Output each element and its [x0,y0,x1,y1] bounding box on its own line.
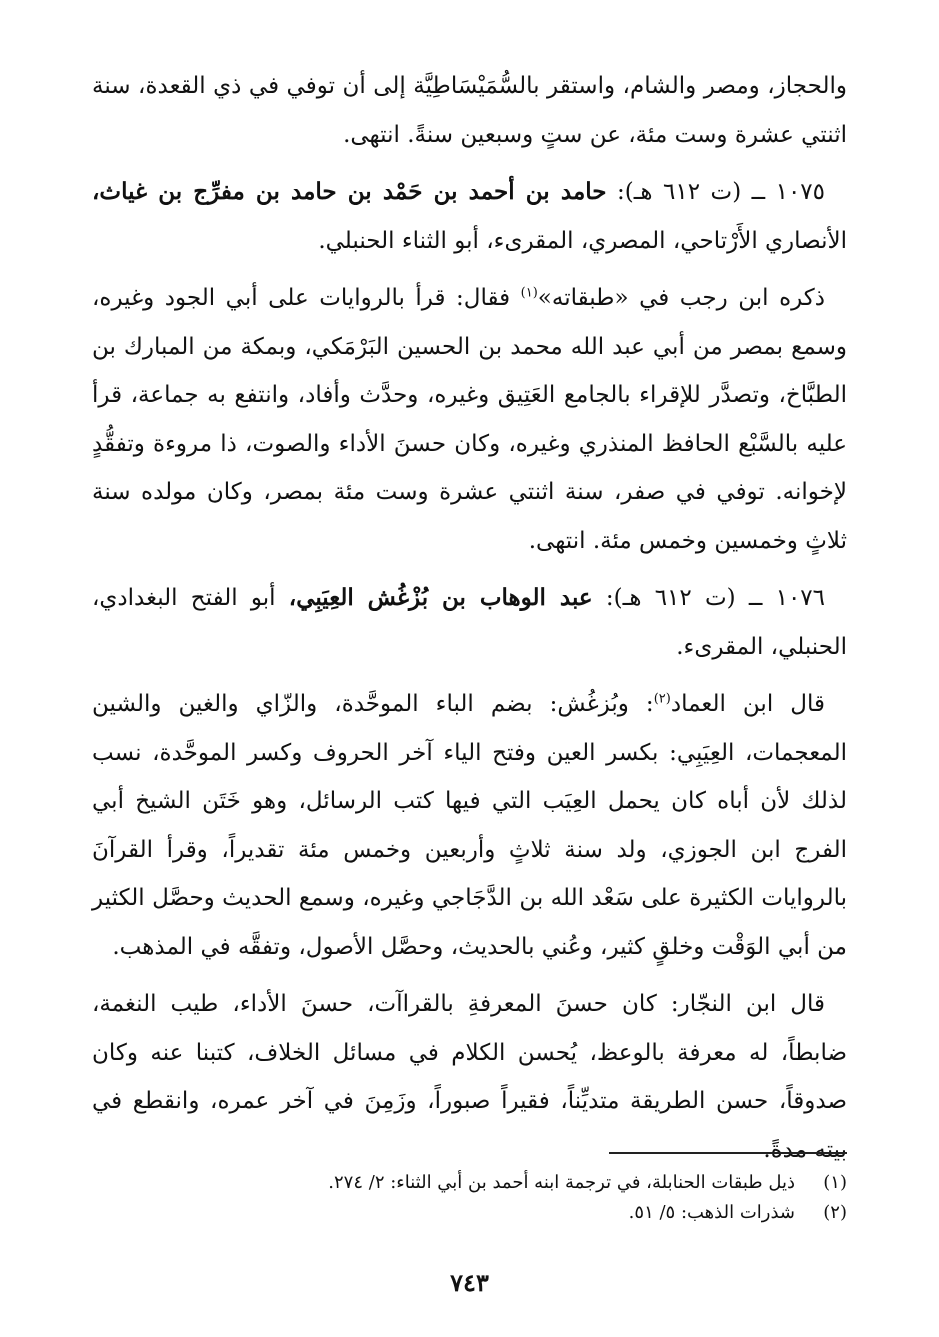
footnotes [92,1168,847,1228]
entry-number: ١٠٧٦ [775,585,826,611]
paragraph-text: ذكره ابن رجب في «طبقاته» [537,285,825,311]
entry-description: أبو الفتح البغدادي، الحنبلي، المقرىء. [92,585,847,660]
footnote-ref-1: (١) [520,285,538,301]
entry-date: ــ (ت ٦١٢ هـ): [616,179,766,205]
footnote-1 [92,1168,847,1198]
footnote-2 [92,1198,847,1228]
page-number: ٧٤٣ [450,1268,489,1297]
footnote-ref-2: (٢) [653,691,671,707]
paragraph-continuation: والحجاز، ومصر والشام، واستقر بالسُّمَيْسَاطِيَّة إلى أن توفي في ذي القعدة، سنة اثنتي عشرة وست مئة، عن ستٍ وسبعين سنةً. انتهى. [92,73,847,148]
paragraph-ibn-rajab [92,274,847,565]
body-text [92,62,847,1174]
paragraph-text: فقال: قرأ بالروايات على أبي الجود وغيره، وسمع بمصر من أبي عبد الله محمد بن الحسين البَرْمَكي، وبمكة من المبارك بن الطبَّاخ، وتصدَّر للإقراء بالجامع العَتِيق وغيره، وحدَّث وأفاد، وانتفع به جماعة، قرأ عليه بالسَّبْع الحافظ المنذري وغيره، وكان حسنَ الأداء والصوت، ذا مروءة وتفقُّدٍ لإخوانه. توفي في صفر، سنة اثنتي عشرة وست مئة بمصر، وكان مولده سنة ثلاثٍ وخمسين وخمس مئة. انتهى. [92,285,847,554]
footnote-number: (١) [823,1172,847,1193]
entry-name: حامد بن أحمد بن حَمْد بن حامد بن مفرِّج بن غياث، [92,178,607,205]
footnote-text: ذيل طبقات الحنابلة، في ترجمة ابنه أحمد بن أبي الثناء: ٢/ ٢٧٤. [328,1172,795,1193]
paragraph-ibn-al-najjar: قال ابن النجّار: كان حسنَ المعرفةِ بالقراآت، حسنَ الأداء، طيب النغمة، ضابطاً، له معرفة بالوعظ، يُحسن الكلام في مسائل الخلاف، كتبنا عنه وكان صدوقاً، حسن الطريقة متديِّناً، فقيراً صبوراً، وزَمِنَ في آخر عمره، وانقطع في بيته مدةً. [92,991,847,1163]
paragraph-ibn-al-imad [92,680,847,971]
entry-date: ــ (ت ٦١٢ هـ): [605,585,763,611]
entry-name: عبد الوهاب بن بُزْغُش العِيَبِي، [288,584,593,611]
entry-1076 [92,574,847,671]
footnote-divider [609,1152,847,1154]
entry-description: الأنصاري الأَرْتاحي، المصري، المقرىء، أبو الثناء الحنبلي. [318,227,847,254]
footnote-text: شذرات الذهب: ٥/ ٥١. [628,1202,795,1223]
paragraph-text: : وبُزغُش: بضم الباء الموحَّدة، والزّاي والغين والشين المعجمات، العِيَبِي: بكسر العين وفتح الياء آخر الحروف وكسر الموحَّدة، نسب لذلك لأن أباه كان يحمل العِيَب التي فيها كتب الرسائل، وهو خَتَن الشيخ أبي الفرج ابن الجوزي، ولد سنة ثلاثٍ وأربعين وخمس مئة تقديراً، وقرأ القرآنَ بالروايات الكثيرة على سَعْد الله بن الدَّجَاجي وغيره، وسمع الحديث وحصَّل الكثير من أبي الوَقْت وخلقٍ كثير، وعُني بالحديث، وحصَّل الأصول، وتفقَّه في المذهب. [92,691,847,960]
footnote-number: (٢) [823,1202,847,1223]
paragraph-text: قال ابن العماد [670,691,825,717]
entry-number: ١٠٧٥ [775,179,826,205]
entry-1075 [92,168,847,265]
